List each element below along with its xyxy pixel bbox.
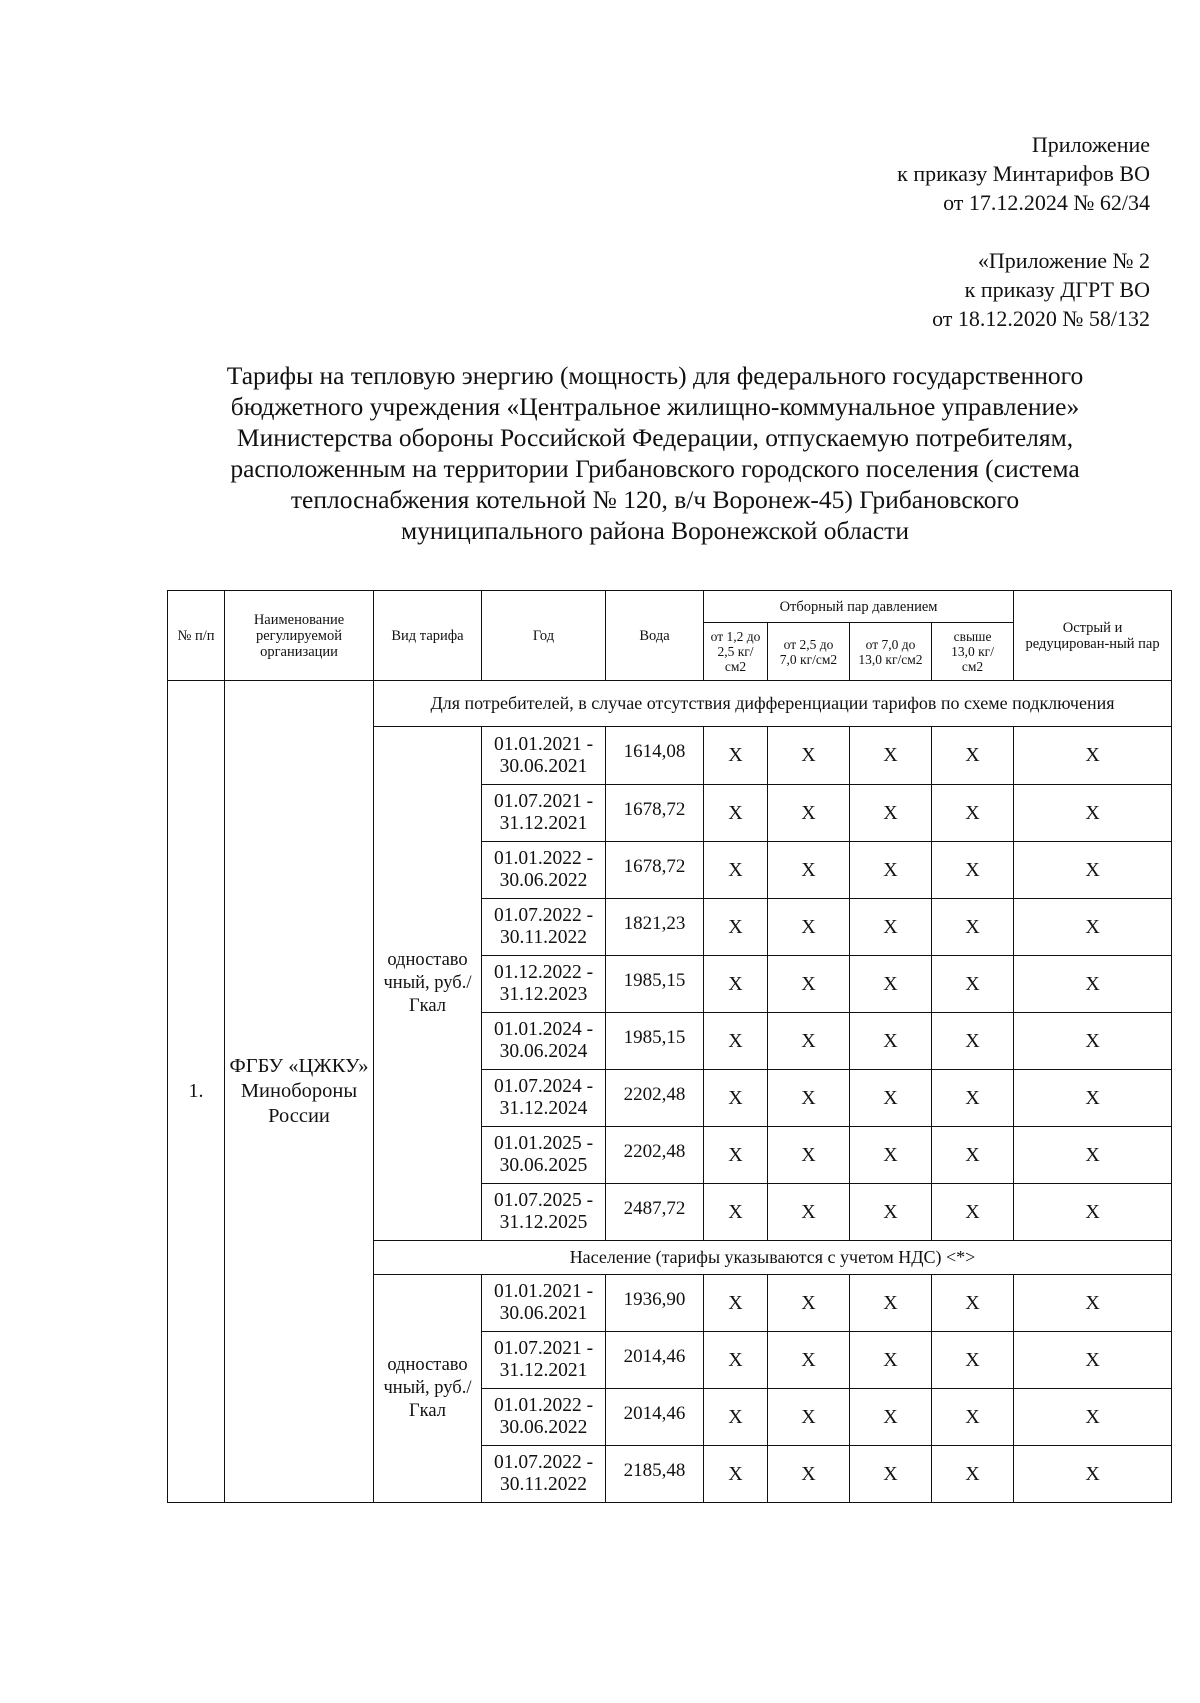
water-value: 2014,46	[606, 1389, 704, 1446]
not-applicable-cell: X	[704, 899, 768, 956]
not-applicable-cell: X	[932, 956, 1014, 1013]
not-applicable-cell: X	[704, 1332, 768, 1389]
not-applicable-cell: X	[1014, 1070, 1172, 1127]
not-applicable-cell: X	[932, 1275, 1014, 1332]
not-applicable-cell: X	[704, 1389, 768, 1446]
header-steam-3: от 7,0 до 13,0 кг/см2	[850, 623, 932, 681]
water-value: 1985,15	[606, 956, 704, 1013]
not-applicable-cell: X	[850, 1184, 932, 1241]
organization-name: ФГБУ «ЦЖКУ» Минобороны России	[225, 681, 374, 1503]
title-line: муниципального района Воронежской области	[401, 516, 909, 545]
tariff-table	[167, 590, 1172, 1503]
period-cell: 01.12.2022 - 31.12.2023	[482, 956, 606, 1013]
header-steam-2: от 2,5 до 7,0 кг/см2	[768, 623, 850, 681]
water-value: 1985,15	[606, 1013, 704, 1070]
title-line: Министерства обороны Российской Федерации, отпускаемую потребителям,	[236, 423, 1074, 452]
not-applicable-cell: X	[704, 1127, 768, 1184]
period-cell: 01.07.2022 - 30.11.2022	[482, 1446, 606, 1503]
water-value: 1678,72	[606, 842, 704, 899]
not-applicable-cell: X	[768, 899, 850, 956]
title-line: Тарифы на тепловую энергию (мощность) для федерального государственного	[226, 361, 1084, 390]
not-applicable-cell: X	[1014, 1013, 1172, 1070]
header-steam-group: Отборный пар давлением	[704, 591, 1014, 623]
water-value: 1936,90	[606, 1275, 704, 1332]
not-applicable-cell: X	[850, 1446, 932, 1503]
not-applicable-cell: X	[768, 1446, 850, 1503]
water-value: 1614,08	[606, 727, 704, 785]
header-row	[168, 591, 1172, 623]
header-steam-1: от 1,2 до 2,5 кг/см2	[704, 623, 768, 681]
period-cell: 01.07.2022 - 30.11.2022	[482, 899, 606, 956]
not-applicable-cell: X	[932, 1389, 1014, 1446]
not-applicable-cell: X	[850, 727, 932, 785]
not-applicable-cell: X	[704, 1275, 768, 1332]
header-year: Год	[482, 591, 606, 681]
previous-appendix-title: «Приложение № 2	[977, 248, 1150, 273]
not-applicable-cell: X	[704, 1184, 768, 1241]
previous-appendix-date: от 18.12.2020 № 58/132	[932, 306, 1150, 331]
not-applicable-cell: X	[932, 1127, 1014, 1184]
water-value: 2487,72	[606, 1184, 704, 1241]
header-sharp-steam: Острый и редуцирован-ный пар	[1014, 591, 1172, 681]
water-value: 1821,23	[606, 899, 704, 956]
not-applicable-cell: X	[932, 1070, 1014, 1127]
not-applicable-cell: X	[1014, 1127, 1172, 1184]
period-cell: 01.07.2025 - 31.12.2025	[482, 1184, 606, 1241]
not-applicable-cell: X	[704, 727, 768, 785]
not-applicable-cell: X	[704, 1446, 768, 1503]
period-cell: 01.01.2022 - 30.06.2022	[482, 842, 606, 899]
not-applicable-cell: X	[1014, 1184, 1172, 1241]
not-applicable-cell: X	[1014, 1275, 1172, 1332]
not-applicable-cell: X	[932, 842, 1014, 899]
water-value: 1678,72	[606, 785, 704, 842]
water-value: 2185,48	[606, 1446, 704, 1503]
not-applicable-cell: X	[932, 1446, 1014, 1503]
not-applicable-cell: X	[850, 1389, 932, 1446]
not-applicable-cell: X	[768, 727, 850, 785]
not-applicable-cell: X	[768, 1389, 850, 1446]
not-applicable-cell: X	[932, 1332, 1014, 1389]
appendix-date: от 17.12.2024 № 62/34	[943, 190, 1150, 215]
not-applicable-cell: X	[768, 1070, 850, 1127]
not-applicable-cell: X	[932, 1184, 1014, 1241]
not-applicable-cell: X	[850, 1275, 932, 1332]
not-applicable-cell: X	[850, 1127, 932, 1184]
not-applicable-cell: X	[850, 785, 932, 842]
not-applicable-cell: X	[850, 1070, 932, 1127]
not-applicable-cell: X	[1014, 727, 1172, 785]
not-applicable-cell: X	[768, 956, 850, 1013]
header-tariff-type: Вид тарифа	[374, 591, 482, 681]
not-applicable-cell: X	[850, 842, 932, 899]
header-steam-4: свыше 13,0 кг/см2	[932, 623, 1014, 681]
period-cell: 01.07.2021 - 31.12.2021	[482, 1332, 606, 1389]
not-applicable-cell: X	[1014, 1332, 1172, 1389]
not-applicable-cell: X	[768, 1127, 850, 1184]
not-applicable-cell: X	[932, 1013, 1014, 1070]
section-title: Для потребителей, в случае отсутствия дифференциации тарифов по схеме подключения	[374, 681, 1172, 727]
period-cell: 01.01.2024 - 30.06.2024	[482, 1013, 606, 1070]
not-applicable-cell: X	[932, 727, 1014, 785]
tariff-type: одноставо чный, руб./Гкал	[374, 1275, 482, 1503]
not-applicable-cell: X	[704, 785, 768, 842]
not-applicable-cell: X	[850, 956, 932, 1013]
header-num: № п/п	[168, 591, 225, 681]
water-value: 2014,46	[606, 1332, 704, 1389]
period-cell: 01.01.2021 - 30.06.2021	[482, 727, 606, 785]
not-applicable-cell: X	[850, 1013, 932, 1070]
water-value: 2202,48	[606, 1070, 704, 1127]
title-line: бюджетного учреждения «Центральное жилищно-коммунальное управление»	[230, 392, 1080, 421]
previous-appendix-order: к приказу ДГРТ ВО	[964, 277, 1150, 302]
water-value: 2202,48	[606, 1127, 704, 1184]
period-cell: 01.01.2025 - 30.06.2025	[482, 1127, 606, 1184]
not-applicable-cell: X	[704, 1070, 768, 1127]
not-applicable-cell: X	[1014, 785, 1172, 842]
section-title: Население (тарифы указываются с учетом НДС) <*>	[374, 1241, 1172, 1275]
title-line: теплоснабжения котельной № 120, в/ч Воронеж-45) Грибановского	[290, 485, 1020, 514]
not-applicable-cell: X	[768, 842, 850, 899]
not-applicable-cell: X	[932, 785, 1014, 842]
not-applicable-cell: X	[1014, 899, 1172, 956]
section-row	[168, 681, 1172, 727]
period-cell: 01.01.2021 - 30.06.2021	[482, 1275, 606, 1332]
previous-appendix-block	[932, 246, 1150, 333]
not-applicable-cell: X	[768, 785, 850, 842]
header-org: Наименование регулируемой организации	[225, 591, 374, 681]
not-applicable-cell: X	[932, 899, 1014, 956]
not-applicable-cell: X	[1014, 1389, 1172, 1446]
not-applicable-cell: X	[768, 1332, 850, 1389]
period-cell: 01.01.2022 - 30.06.2022	[482, 1389, 606, 1446]
row-number: 1.	[168, 681, 225, 1503]
not-applicable-cell: X	[1014, 1446, 1172, 1503]
not-applicable-cell: X	[768, 1275, 850, 1332]
period-cell: 01.07.2021 - 31.12.2021	[482, 785, 606, 842]
not-applicable-cell: X	[1014, 842, 1172, 899]
document-title	[160, 360, 1150, 546]
not-applicable-cell: X	[850, 899, 932, 956]
appendix-order: к приказу Минтарифов ВО	[897, 161, 1150, 186]
not-applicable-cell: X	[850, 1332, 932, 1389]
period-cell: 01.07.2024 - 31.12.2024	[482, 1070, 606, 1127]
not-applicable-cell: X	[768, 1184, 850, 1241]
header-water: Вода	[606, 591, 704, 681]
appendix-title: Приложение	[1031, 132, 1150, 157]
not-applicable-cell: X	[1014, 956, 1172, 1013]
not-applicable-cell: X	[704, 956, 768, 1013]
not-applicable-cell: X	[768, 1013, 850, 1070]
not-applicable-cell: X	[704, 842, 768, 899]
title-line: расположенным на территории Грибановского городского поселения (система	[230, 454, 1080, 483]
appendix-block	[897, 130, 1150, 217]
tariff-type: одноставо чный, руб./Гкал	[374, 727, 482, 1241]
not-applicable-cell: X	[704, 1013, 768, 1070]
